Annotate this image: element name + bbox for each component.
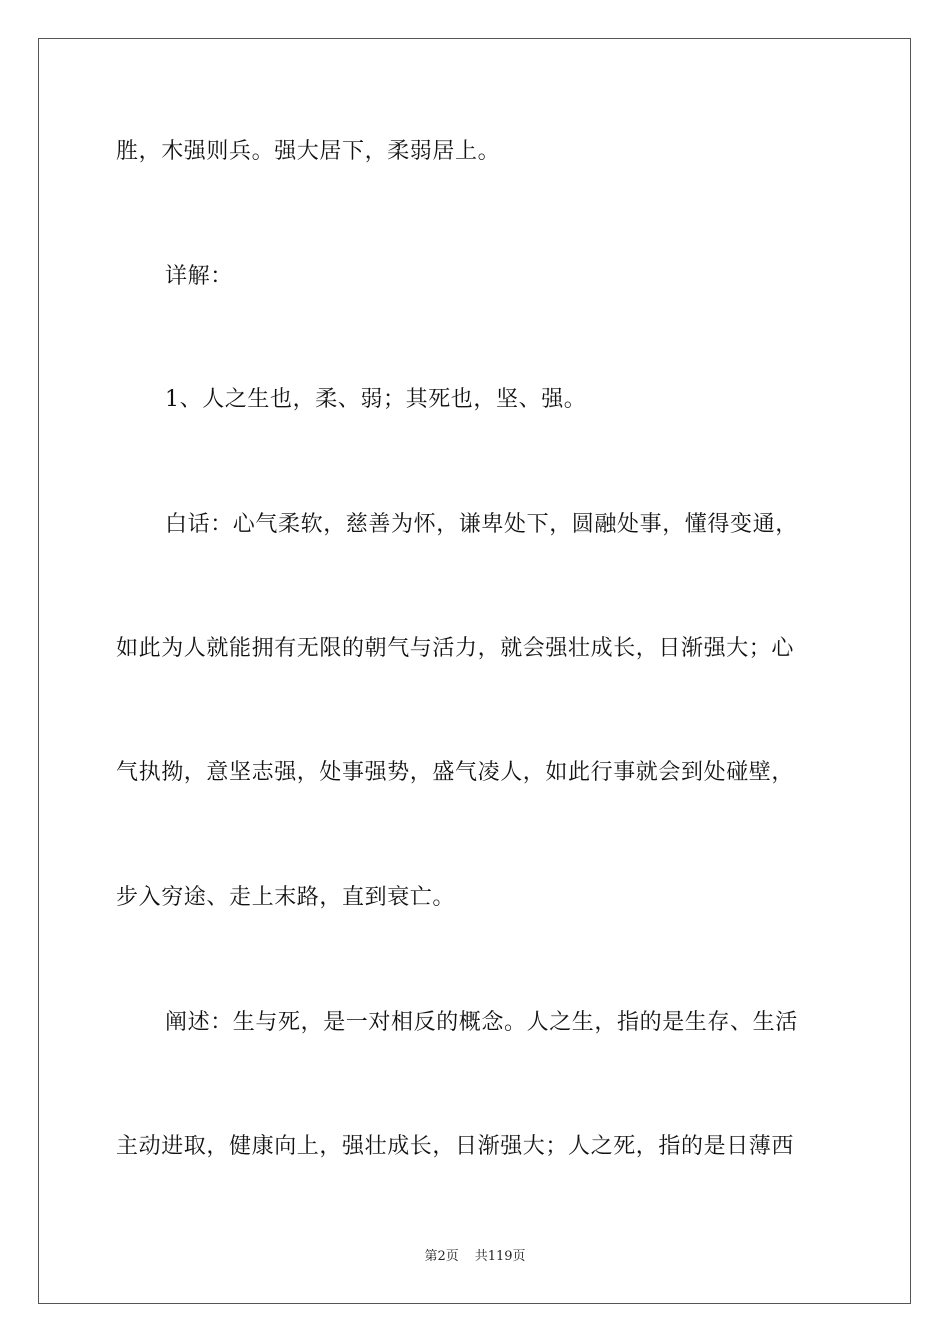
body-text-line: 1、人之生也，柔、弱；其死也，坚、强。 xyxy=(165,387,587,412)
body-text-line: 如此为人就能拥有无限的朝气与活力，就会强壮成长，日渐强大；心 xyxy=(116,636,795,661)
page-number: 第2页 xyxy=(424,1249,459,1264)
total-pages: 共119页 xyxy=(474,1249,526,1264)
body-text-line: 主动进取，健康向上，强壮成长，日渐强大；人之死，指的是日薄西 xyxy=(116,1134,795,1159)
body-text-line: 胜，木强则兵。强大居下，柔弱居上。 xyxy=(116,139,501,164)
page-footer xyxy=(0,1248,950,1266)
body-text-line: 气执拗，意坚志强，处事强势，盛气凌人，如此行事就会到处碰壁， xyxy=(116,760,795,785)
page-border xyxy=(38,38,911,1304)
body-text-line: 白话：心气柔软，慈善为怀，谦卑处下，圆融处事，懂得变通， xyxy=(165,512,798,537)
body-text-line: 阐述：生与死，是一对相反的概念。人之生，指的是生存、生活 xyxy=(165,1010,798,1035)
body-text-line: 步入穷途、走上末路，直到衰亡。 xyxy=(116,885,456,910)
section-heading: 详解： xyxy=(165,264,233,289)
